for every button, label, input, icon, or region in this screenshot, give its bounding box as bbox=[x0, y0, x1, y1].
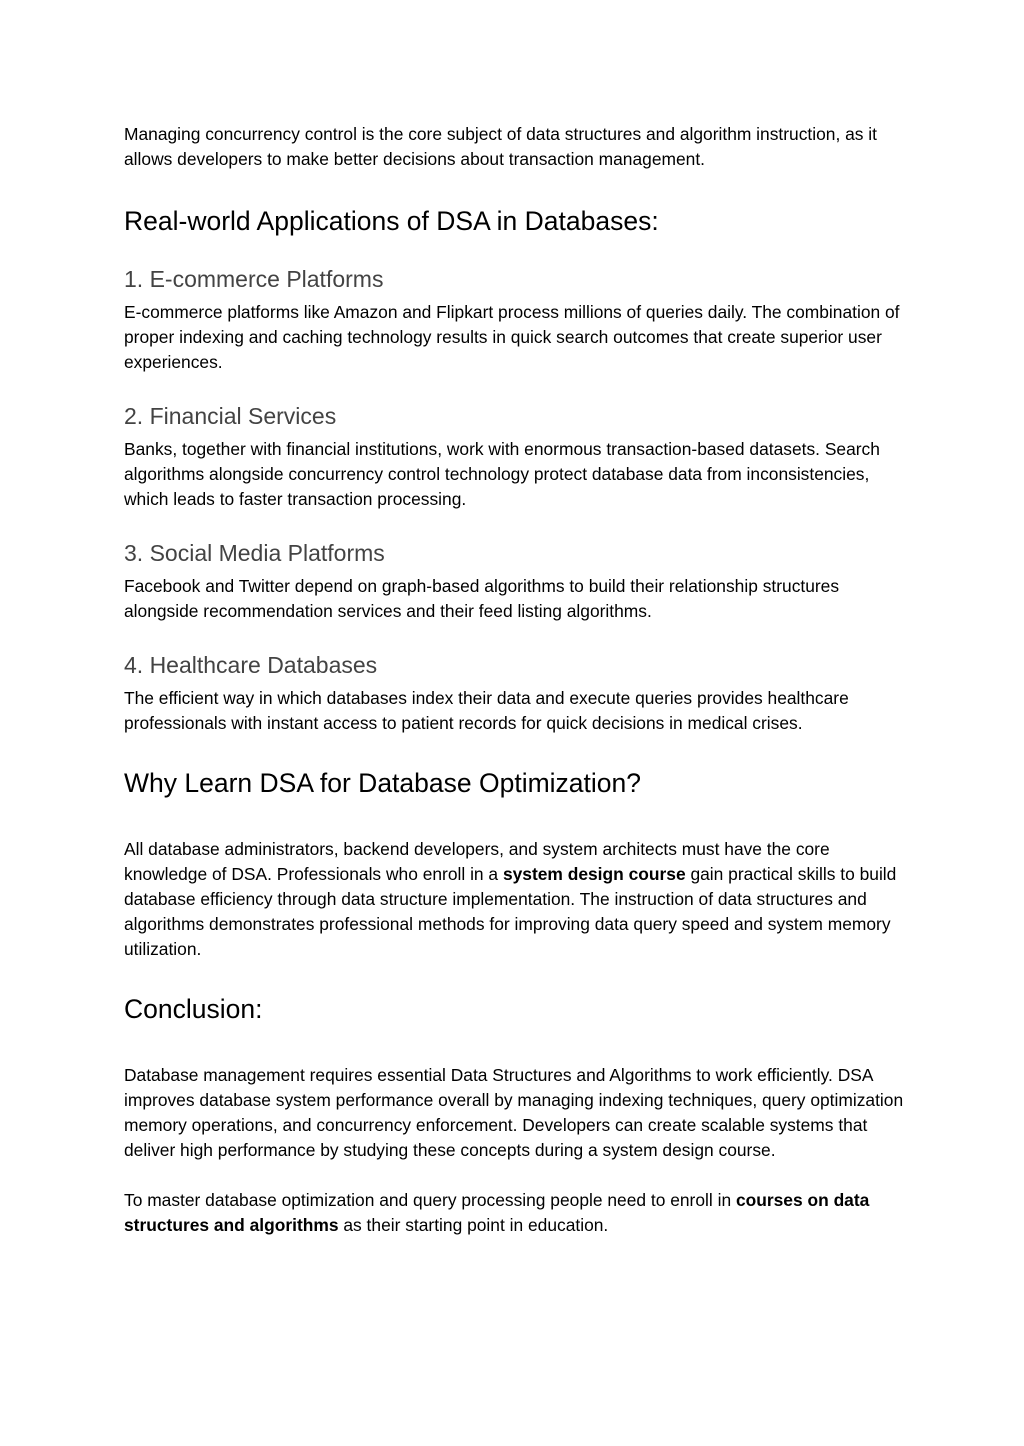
conclusion-paragraph-2 bbox=[124, 1188, 914, 1238]
paragraph-financial: Banks, together with financial institutions, work with enormous transaction-based datasets. Search algorithms alongside concurrency control technology protect database data from inconsistencies, which leads to faster transaction processing. bbox=[124, 439, 880, 509]
conclusion-text-1: To master database optimization and query processing people need to enroll in bbox=[124, 1190, 736, 1210]
document-content bbox=[124, 122, 914, 1238]
courses-emphasis: courses on data structures and algorithms bbox=[124, 1190, 870, 1235]
why-heading: Why Learn DSA for Database Optimization? bbox=[124, 768, 641, 798]
why-text-2: gain practical skills to build database efficiency through data structure implementation. The instruction of data structures and algorithms demonstrates professional methods for improving data query speed and system memory utilization. bbox=[124, 864, 897, 959]
applications-heading: Real-world Applications of DSA in Databases: bbox=[124, 206, 659, 236]
subheading-healthcare: 4. Healthcare Databases bbox=[124, 652, 378, 678]
system-design-course-emphasis: system design course bbox=[502, 864, 686, 884]
paragraph-social-media: Facebook and Twitter depend on graph-based algorithms to build their relationship structures alongside recommendation services and their feed listing algorithms. bbox=[124, 576, 840, 621]
why-text-1: All database administrators, backend developers, and system architects must have the core knowledge of DSA. Professionals who enroll in a bbox=[124, 839, 830, 884]
subheading-financial: 2. Financial Services bbox=[124, 403, 337, 429]
why-paragraph bbox=[124, 837, 914, 962]
intro-paragraph: Managing concurrency control is the core subject of data structures and algorithm instruction, as it allows developers to make better decisions about transaction management. bbox=[124, 124, 878, 169]
conclusion-text-2: as their starting point in education. bbox=[338, 1215, 609, 1235]
conclusion-heading: Conclusion: bbox=[124, 994, 263, 1024]
conclusion-paragraph-1: Database management requires essential Data Structures and Algorithms to work efficiently. DSA improves database system performance overall by managing indexing techniques, query optimization memory operations, and concurrency enforcement. Developers can create scalable systems that deliver high performance by studying these concepts during a system design course. bbox=[124, 1065, 904, 1160]
paragraph-ecommerce: E-commerce platforms like Amazon and Flipkart process millions of queries daily. The combination of proper indexing and caching technology results in quick search outcomes that create superior user experiences. bbox=[124, 302, 900, 372]
subheading-social-media: 3. Social Media Platforms bbox=[124, 540, 385, 566]
subheading-ecommerce: 1. E-commerce Platforms bbox=[124, 266, 384, 292]
paragraph-healthcare: The efficient way in which databases index their data and execute queries provides healthcare professionals with instant access to patient records for quick decisions in medical crises. bbox=[124, 688, 849, 733]
